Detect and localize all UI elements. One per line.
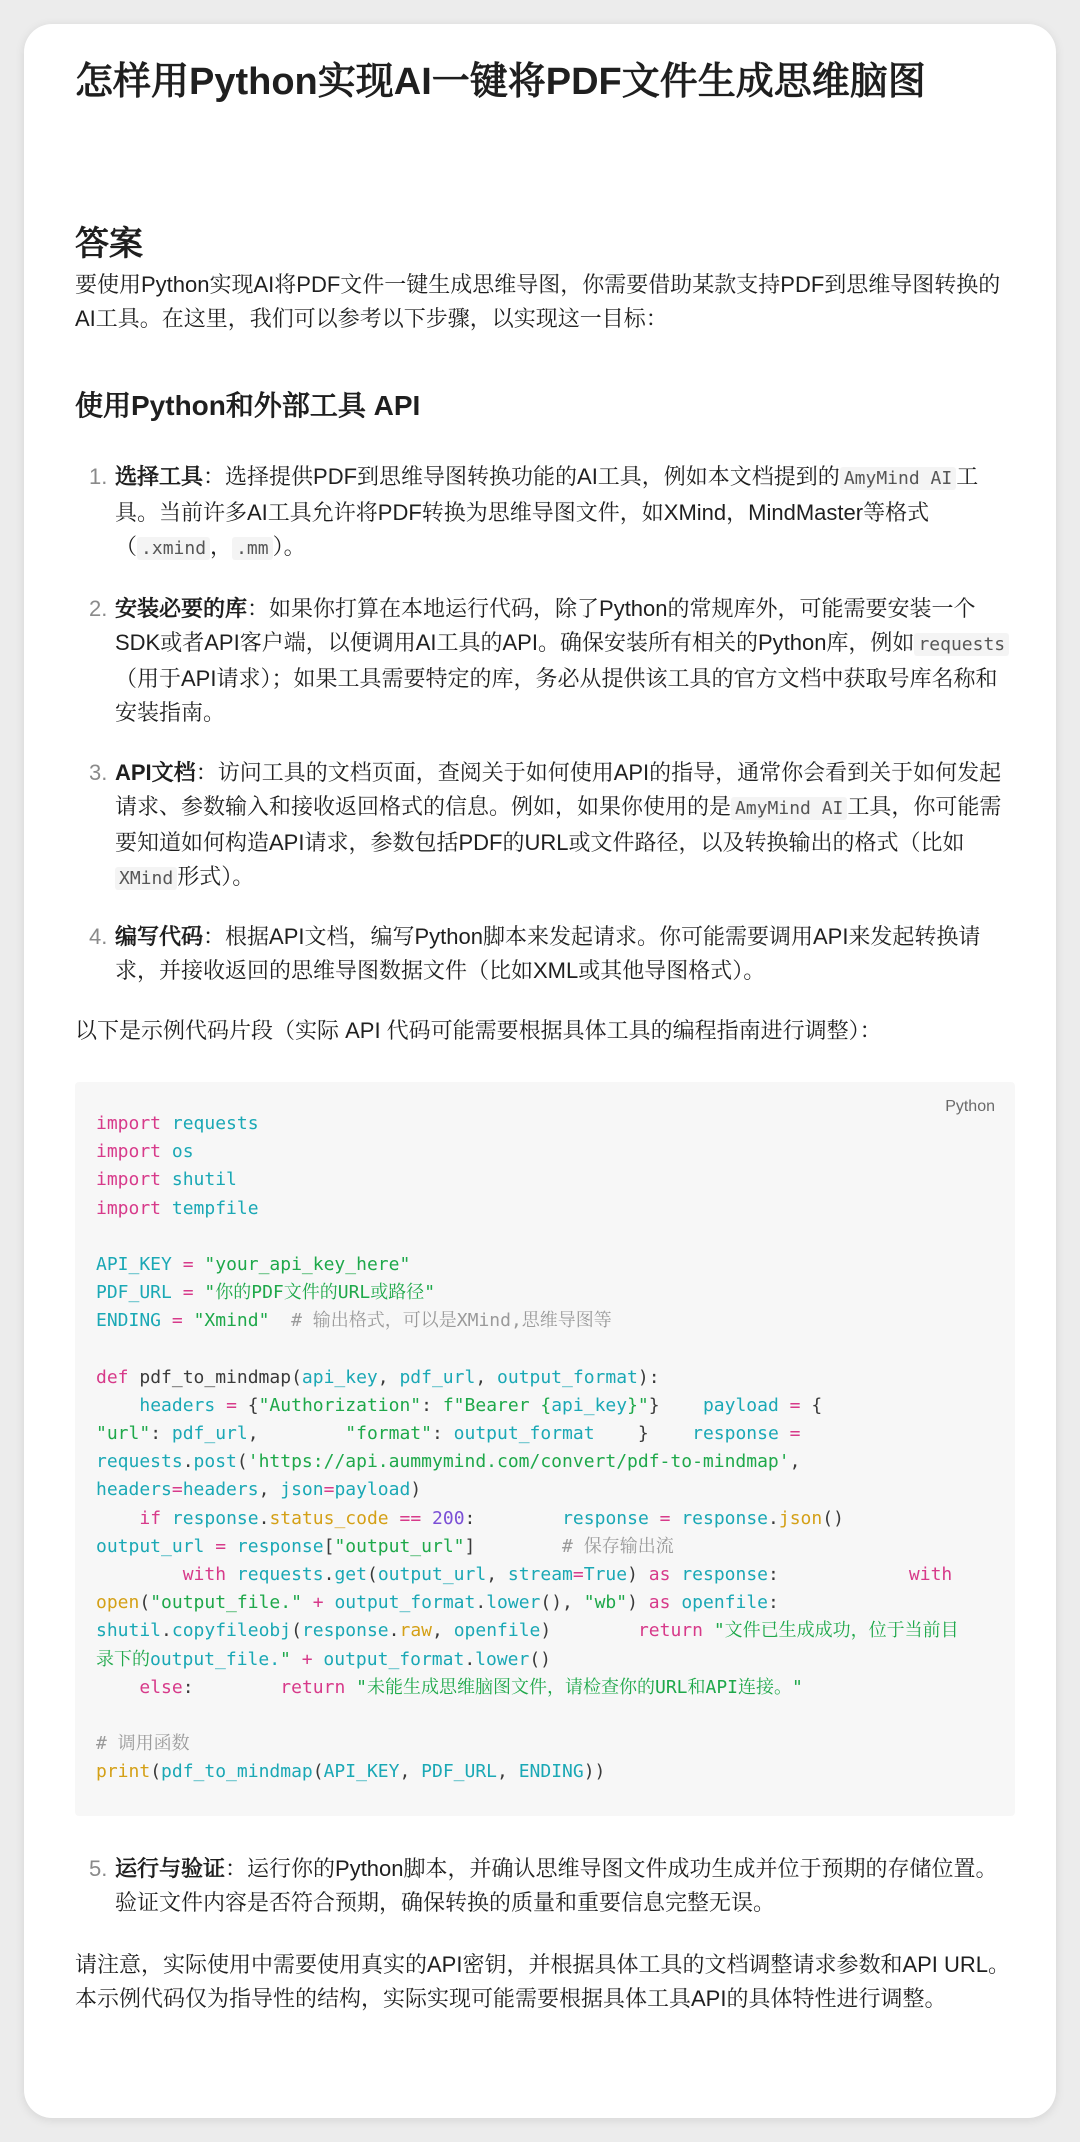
- code-line: # 调用函数: [96, 1733, 190, 1755]
- list-item-step-2: [75, 592, 1015, 730]
- step-title: 运行与验证: [115, 1856, 226, 1881]
- inline-code: AmyMind AI: [731, 797, 847, 820]
- step-text: 工具。当前许多AI工具允许将PDF转换为思维导图文件，如XMind，MindMaster等格式（: [115, 464, 979, 559]
- inline-code: XMind: [115, 867, 177, 890]
- inline-code: AmyMind AI: [840, 467, 956, 490]
- code-line: import tempfile: [96, 1197, 259, 1219]
- code-line: shutil.copyfileobj(response.raw, openfile) return "文件已生成成功，位于当前目: [96, 1620, 959, 1642]
- intro-paragraph: 要使用Python实现AI将PDF文件一键生成思维导图，你需要借助某款支持PDF到思维导图转换的AI工具。在这里，我们可以参考以下步骤，以实现这一目标：: [75, 272, 1001, 331]
- answer-heading: 答案: [75, 225, 143, 263]
- list-number: 5.: [89, 1856, 108, 1881]
- step-title: 选择工具: [115, 464, 204, 489]
- code-line: [96, 1336, 1006, 1364]
- step-text: ：如果你打算在本地运行代码，除了Python的常规库外，可能需要安装一个SDK或者API客户端，以便调用AI工具的API。确保安装所有相关的Python库，例如: [115, 596, 976, 655]
- page-title: 怎样用Python实现AI一键将PDF文件生成思维脑图: [75, 61, 926, 103]
- code-line: import requests: [96, 1113, 259, 1134]
- code-line: "url": pdf_url, "format": output_format } response =: [96, 1423, 801, 1445]
- list-number: 3.: [89, 760, 108, 785]
- inline-code: .mm: [232, 537, 273, 560]
- step-text: 工具，你可能需要知道如何构造API请求，参数包括PDF的URL或文件路径，以及转换输出的格式（比如: [115, 794, 1002, 855]
- list-item-text: [115, 460, 1015, 566]
- list-item-step-4: [75, 920, 1015, 988]
- list-item-step-1: [75, 460, 1015, 566]
- code-line: import os: [96, 1141, 194, 1163]
- list-number: 1.: [89, 464, 108, 489]
- code-line: def pdf_to_mindmap(api_key, pdf_url, output_format):: [96, 1366, 660, 1388]
- step-text: ：运行你的Python脚本，并确认思维导图文件成功生成并位于预期的存储位置。验证文件内容是否符合预期，确保转换的质量和重要信息完整无误。: [115, 1856, 998, 1915]
- step-text: ）。: [272, 534, 306, 559]
- code-line: import shutil: [96, 1169, 237, 1191]
- inline-code: .xmind: [137, 537, 210, 560]
- step-text: ，: [210, 534, 233, 559]
- list-item-text: [115, 592, 1015, 730]
- code-line: print(pdf_to_mindmap(API_KEY, PDF_URL, ENDING)): [96, 1761, 606, 1783]
- code-line: [96, 1702, 1006, 1730]
- code-language-label: Python: [945, 1098, 995, 1115]
- step-text: ：根据API文档，编写Python脚本来发起请求。你可能需要调用API来发起转换请求，并接收返回的思维导图数据文件（比如XML或其他导图格式）。: [115, 924, 981, 983]
- step-text: ：选择提供PDF到思维导图转换功能的AI工具，例如本文档提到的: [203, 464, 840, 489]
- note-paragraph: 请注意，实际使用中需要使用真实的API密钥，并根据具体工具的文档调整请求参数和API URL。本示例代码仅为指导性的结构，实际实现可能需要根据具体工具API的具体特性进行调整。: [75, 1952, 1011, 2011]
- step-title: API文档: [115, 760, 196, 785]
- code-line: PDF_URL = "你的PDF文件的URL或路径": [96, 1282, 436, 1304]
- code-line: if response.status_code == 200: response = response.json(): [139, 1507, 844, 1529]
- list-item-text: [115, 1852, 1015, 1920]
- list-item-text: [115, 756, 1015, 896]
- list-number: 4.: [89, 924, 108, 949]
- code-block: [75, 1082, 1015, 1816]
- code-lead-paragraph: 以下是示例代码片段（实际 API 代码可能需要根据具体工具的编程指南进行调整）：: [75, 1018, 882, 1043]
- list-item-step-3: [75, 756, 1015, 896]
- code-line: API_KEY = "your_api_key_here": [96, 1253, 411, 1275]
- list-item-text: [115, 920, 1015, 988]
- document-card: [24, 24, 1056, 2118]
- step-title: 安装必要的库: [115, 596, 248, 621]
- list-item-step-5: [75, 1852, 1015, 1920]
- code-content[interactable]: [96, 1110, 1006, 1787]
- code-line: 录下的output_file." + output_format.lower(): [96, 1648, 552, 1670]
- code-line: [96, 1223, 1006, 1251]
- inline-code: requests: [914, 633, 1009, 656]
- code-line: headers = {"Authorization": f"Bearer {api_key}"} payload = {: [139, 1394, 823, 1416]
- code-line: open("output_file." + output_format.lower(), "wb") as openfile:: [96, 1592, 779, 1614]
- code-line: else: return "未能生成思维脑图文件，请检查你的URL和API连接。": [139, 1676, 803, 1698]
- section-heading: 使用Python和外部工具 API: [75, 390, 421, 421]
- step-text: 形式）。: [177, 864, 255, 889]
- code-line: output_url = response["output_url"] # 保存输出流: [96, 1535, 674, 1557]
- code-line: ENDING = "Xmind" # 输出格式，可以是XMind,思维导图等: [96, 1310, 612, 1332]
- step-text: ：访问工具的文档页面，查阅关于如何使用API的指导，通常你会看到关于如何发起请求、参数输入和接收返回格式的信息。例如，如果你使用的是: [115, 760, 1002, 819]
- code-line: headers=headers, json=payload): [96, 1479, 422, 1501]
- step-text: （用于API请求）；如果工具需要特定的库，务必从提供该工具的官方文档中获取号库名称和安装指南。: [115, 666, 998, 725]
- code-line: requests.post('https://api.aummymind.com/convert/pdf-to-mindmap',: [96, 1451, 801, 1473]
- list-number: 2.: [89, 596, 108, 621]
- step-title: 编写代码: [115, 924, 204, 949]
- code-line: with requests.get(output_url, stream=True) as response: with: [182, 1564, 953, 1585]
